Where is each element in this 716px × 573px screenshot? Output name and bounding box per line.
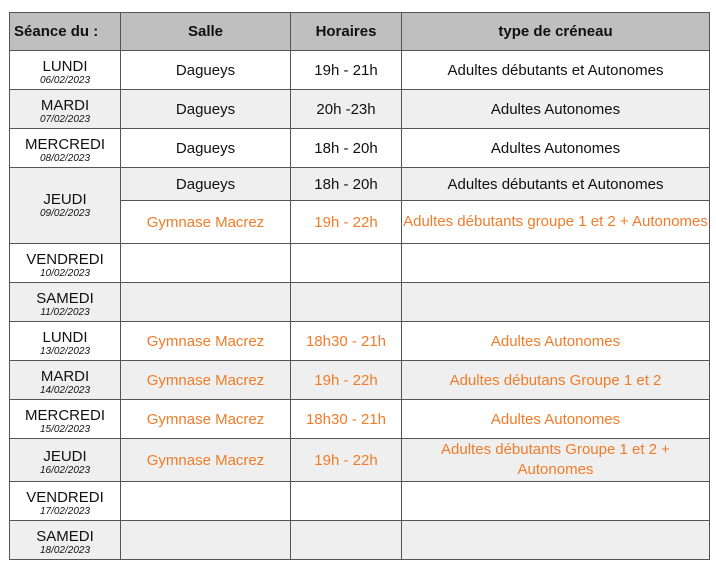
day-cell xyxy=(10,168,121,244)
hours-cell: 18h30 - 21h xyxy=(291,322,402,361)
table-row xyxy=(10,168,710,201)
header-row xyxy=(10,13,710,51)
day-date: 07/02/2023 xyxy=(39,113,91,125)
day-date: 15/02/2023 xyxy=(39,423,91,435)
table-row xyxy=(10,283,710,322)
table-row xyxy=(10,129,710,168)
hours-cell xyxy=(291,482,402,521)
day-name: MARDI xyxy=(40,96,90,114)
day-name: JEUDI xyxy=(43,191,87,208)
hours-cell: 19h - 21h xyxy=(291,51,402,90)
hours-cell: 19h - 22h xyxy=(291,361,402,400)
day-cell xyxy=(10,283,121,322)
room-cell: Dagueys xyxy=(121,129,291,168)
day-cell xyxy=(10,361,121,400)
room-cell: Gymnase Macrez xyxy=(121,322,291,361)
day-name: SAMEDI xyxy=(36,527,94,545)
hours-cell: 19h - 22h xyxy=(291,439,402,482)
table-row xyxy=(10,322,710,361)
hours-cell: 20h -23h xyxy=(291,90,402,129)
day-name: VENDREDI xyxy=(26,488,104,506)
slot-type-cell: Adultes Autonomes xyxy=(402,322,710,361)
room-cell: Dagueys xyxy=(121,90,291,129)
day-name: LUNDI xyxy=(42,328,88,346)
hours-cell: 19h - 22h xyxy=(291,201,402,244)
day-cell xyxy=(10,322,121,361)
header-slot-type: type de créneau xyxy=(402,13,710,51)
schedule-table xyxy=(9,12,710,560)
slot-type-cell xyxy=(402,244,710,283)
header-room: Salle xyxy=(121,13,291,51)
hours-cell: 18h - 20h xyxy=(291,129,402,168)
day-cell xyxy=(10,521,121,560)
day-date: 11/02/2023 xyxy=(40,306,90,318)
room-cell: Gymnase Macrez xyxy=(121,361,291,400)
day-name: MERCREDI xyxy=(24,135,105,153)
table-row xyxy=(10,439,710,482)
table-row xyxy=(10,482,710,521)
day-date: 09/02/2023 xyxy=(39,208,91,219)
table-row xyxy=(10,361,710,400)
day-cell xyxy=(10,51,121,90)
day-name: JEUDI xyxy=(43,447,87,465)
hours-cell xyxy=(291,283,402,322)
day-cell xyxy=(10,244,121,283)
day-cell xyxy=(10,400,121,439)
day-date: 18/02/2023 xyxy=(39,544,91,556)
day-name: SAMEDI xyxy=(36,289,94,307)
table-row xyxy=(10,400,710,439)
table-row xyxy=(10,51,710,90)
day-name: VENDREDI xyxy=(26,250,104,268)
room-cell: Dagueys xyxy=(121,168,291,201)
room-cell xyxy=(121,244,291,283)
slot-type-cell: Adultes débutants et Autonomes xyxy=(402,51,710,90)
slot-type-cell: Adultes débutants groupe 1 et 2 + Autonomes xyxy=(402,201,710,244)
room-cell: Gymnase Macrez xyxy=(121,201,291,244)
hours-cell xyxy=(291,244,402,283)
hours-cell: 18h30 - 21h xyxy=(291,400,402,439)
room-cell: Dagueys xyxy=(121,51,291,90)
day-date: 08/02/2023 xyxy=(39,152,91,164)
slot-type-cell: Adultes débutants et Autonomes xyxy=(402,168,710,201)
table-row xyxy=(10,90,710,129)
header-day: Séance du : xyxy=(10,13,121,51)
slot-type-cell: Adultes Autonomes xyxy=(402,129,710,168)
table-row xyxy=(10,521,710,560)
slot-type-cell xyxy=(402,482,710,521)
day-name: MERCREDI xyxy=(24,406,105,424)
day-date: 06/02/2023 xyxy=(39,74,91,86)
table-row xyxy=(10,244,710,283)
day-date: 14/02/2023 xyxy=(39,384,91,396)
room-cell: Gymnase Macrez xyxy=(121,400,291,439)
hours-cell: 18h - 20h xyxy=(291,168,402,201)
slot-type-cell xyxy=(402,283,710,322)
day-cell xyxy=(10,90,121,129)
day-cell xyxy=(10,129,121,168)
day-cell xyxy=(10,439,121,482)
header-hours: Horaires xyxy=(291,13,402,51)
day-name: LUNDI xyxy=(42,57,88,75)
slot-type-cell xyxy=(402,521,710,560)
day-date: 13/02/2023 xyxy=(39,345,91,357)
day-date: 10/02/2023 xyxy=(39,267,91,279)
hours-cell xyxy=(291,521,402,560)
slot-type-cell: Adultes débutants Groupe 1 et 2 + Autonomes xyxy=(402,439,710,482)
day-date: 16/02/2023 xyxy=(39,464,91,476)
day-name: MARDI xyxy=(40,367,90,385)
room-cell xyxy=(121,521,291,560)
room-cell: Gymnase Macrez xyxy=(121,439,291,482)
room-cell xyxy=(121,482,291,521)
day-date: 17/02/2023 xyxy=(39,505,91,517)
slot-type-cell: Adultes Autonomes xyxy=(402,400,710,439)
slot-type-cell: Adultes débutans Groupe 1 et 2 xyxy=(402,361,710,400)
slot-type-cell: Adultes Autonomes xyxy=(402,90,710,129)
room-cell xyxy=(121,283,291,322)
day-cell xyxy=(10,482,121,521)
